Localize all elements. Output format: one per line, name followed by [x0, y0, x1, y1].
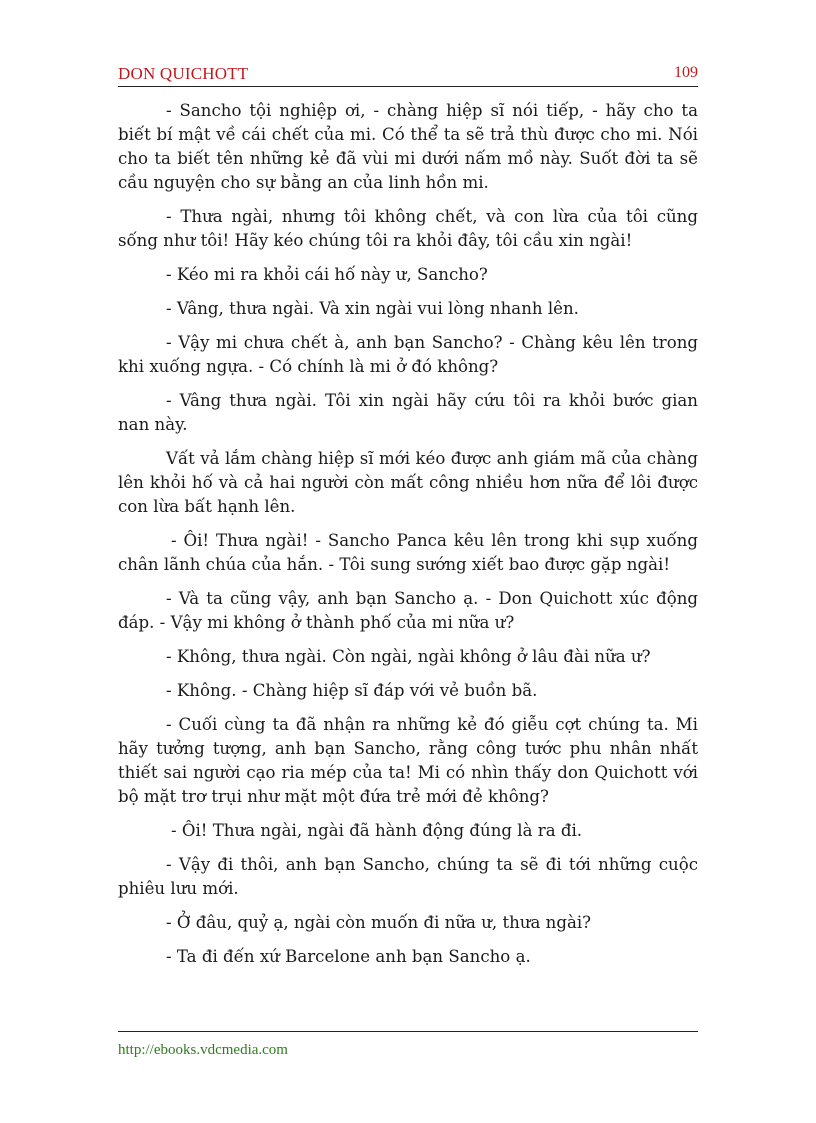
paragraph: - Thưa ngài, nhưng tôi không chết, và con lừa của tôi cũng sống như tôi! Hãy kéo chúng tôi ra khỏi đây, tôi cầu xin ngài! [118, 207, 698, 250]
paragraph: - Ta đi đến xứ Barcelone anh bạn Sancho ạ. [166, 947, 531, 966]
paragraph: - Vâng thưa ngài. Tôi xin ngài hãy cứu tôi ra khỏi bước gian nan này. [118, 391, 698, 434]
paragraph: - Vậy mi chưa chết à, anh bạn Sancho? - Chàng kêu lên trong khi xuống ngựa. - Có chính là mi ở đó không? [118, 333, 698, 376]
footer-url-link[interactable]: http://ebooks.vdcmedia.com [118, 1042, 288, 1058]
paragraph: - Ôi! Thưa ngài! - Sancho Panca kêu lên trong khi sụp xuống chân lãnh chúa của hắn. - Tôi sung sướng xiết bao được gặp ngài! [118, 531, 698, 574]
paragraph: - Vậy đi thôi, anh bạn Sancho, chúng ta sẽ đi tới những cuộc phiêu lưu mới. [118, 855, 698, 898]
paragraph: - Sancho tội nghiệp ơi, - chàng hiệp sĩ nói tiếp, - hãy cho ta biết bí mật về cái chết của mi. Có thể ta sẽ trả thù được cho mi. Nói cho ta biết tên những kẻ đã vùi mi dưới nấm mồ này. Suốt đời ta sẽ cầu nguyện cho sự bằng an của linh hồn mi. [118, 101, 698, 192]
page-header [118, 62, 698, 87]
paragraph: - Kéo mi ra khỏi cái hố này ư, Sancho? [166, 265, 488, 284]
paragraph: - Vâng, thưa ngài. Và xin ngài vui lòng nhanh lên. [166, 299, 579, 318]
paragraph: - Và ta cũng vậy, anh bạn Sancho ạ. - Don Quichott xúc động đáp. - Vậy mi không ở thành phố của mi nữa ư? [118, 589, 698, 632]
paragraph: - Ôi! Thưa ngài, ngài đã hành động đúng là ra đi. [171, 821, 583, 840]
page-number: 109 [674, 64, 698, 81]
paragraph: Vất vả lắm chàng hiệp sĩ mới kéo được anh giám mã của chàng lên khỏi hố và cả hai người còn mất công nhiều hơn nữa để lôi được con lừa bất hạnh lên. [118, 449, 698, 516]
footer-divider [118, 1031, 698, 1032]
paragraph: - Không. - Chàng hiệp sĩ đáp với vẻ buồn bã. [166, 681, 538, 700]
paragraph: - Cuối cùng ta đã nhận ra những kẻ đó giễu cợt chúng ta. Mi hãy tưởng tượng, anh bạn Sancho, rằng công tước phu nhân nhất thiết sai người cạo ria mép của ta! Mi có nhìn thấy don Quichott với bộ mặt trơ trụi như mặt một đứa trẻ mới đẻ không? [118, 715, 698, 806]
page-body [118, 99, 698, 979]
paragraph: - Không, thưa ngài. Còn ngài, ngài không ở lâu đài nữa ư? [166, 647, 651, 666]
book-title: DON QUICHOTT [118, 64, 249, 83]
paragraph: - Ở đâu, quỷ ạ, ngài còn muốn đi nữa ư, thưa ngài? [166, 913, 592, 932]
